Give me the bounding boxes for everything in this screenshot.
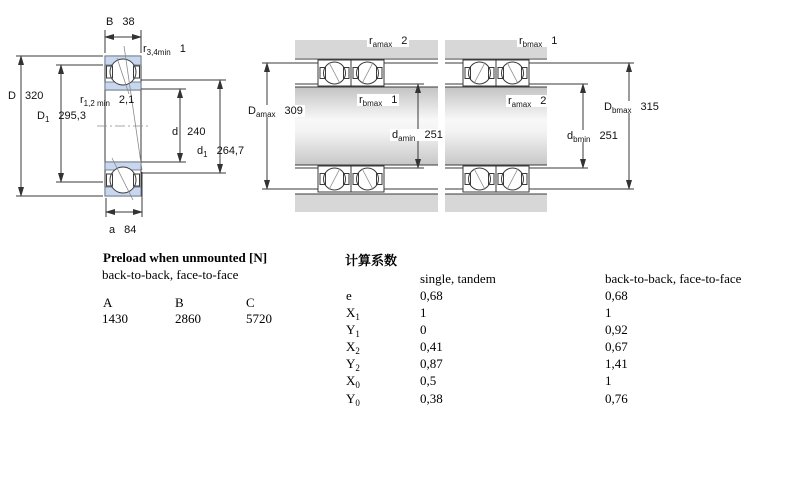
factor-label: $X_2$ — [346, 339, 360, 356]
factor-label: $X_0$ — [346, 373, 360, 390]
factors-col2-header: back-to-back, face-to-face — [605, 271, 742, 286]
factor-single-value: 0,5 — [420, 373, 437, 388]
factor-btb-value: 0,67 — [605, 339, 628, 354]
factor-label: $Y_1$ — [346, 322, 360, 339]
face-to-face-figure — [445, 40, 634, 212]
factor-label: $Y_2$ — [346, 356, 360, 373]
dim-label-r12min: $r_{1,2 min}$ 2,1 — [80, 94, 135, 108]
factor-btb-value: 1,41 — [605, 356, 628, 371]
factor-label: $Y_0$ — [346, 391, 360, 408]
factors-title: 计算系数 — [345, 253, 398, 268]
dim-label-rbmax-ftf: $r_{bmax}$ 1 — [519, 35, 558, 49]
dim-label-damin: $d_{amin}$ 251 — [392, 129, 443, 143]
dim-label-r34min: $r_{3,4min}$ 1 — [143, 43, 186, 57]
factor-label: $X_1$ — [346, 305, 360, 322]
factor-single-value: 0 — [420, 322, 427, 337]
dim-label-ramax-btb: $r_{amax}$ 2 — [369, 35, 408, 49]
factor-single-value: 1 — [420, 305, 427, 320]
factor-single-value: 0,68 — [420, 288, 443, 303]
dim-label-d1: $d_1$ 264,7 — [197, 145, 245, 159]
dim-label-Dbmax: $D_{bmax}$ 315 — [604, 101, 659, 115]
preload-value-C: 5720 — [246, 311, 272, 326]
factor-btb-value: 0,76 — [605, 391, 628, 406]
dim-label-D: D 320 — [8, 90, 44, 102]
factor-single-value: 0,38 — [420, 391, 443, 406]
dim-label-a: a 84 — [109, 224, 137, 236]
dim-label-dbmin: $d_{bmin}$ 251 — [567, 130, 618, 144]
preload-value-B: 2860 — [175, 311, 201, 326]
factor-btb-value: 0,92 — [605, 322, 628, 337]
dim-label-Damax: $D_{amax}$ 309 — [248, 105, 303, 119]
factor-single-value: 0,41 — [420, 339, 443, 354]
preload-title: Preload when unmounted [N] — [103, 250, 268, 265]
factor-label: e — [346, 288, 352, 303]
preload-col-B: B — [175, 295, 184, 310]
factor-single-value: 0,87 — [420, 356, 443, 371]
preload-col-C: C — [246, 295, 255, 310]
dim-label-D1: $D_1$ 295,3 — [37, 110, 86, 124]
dim-label-rbmax-btb: $r_{bmax}$ 1 — [359, 94, 398, 108]
factors-col1-header: single, tandem — [420, 271, 496, 286]
factor-btb-value: 1 — [605, 373, 612, 388]
preload-value-A: 1430 — [102, 311, 128, 326]
dim-label-d: d 240 — [172, 126, 206, 138]
preload-col-A: A — [103, 295, 113, 310]
dim-label-ramax-ftf: $r_{amax}$ 2 — [508, 95, 547, 109]
preload-subtitle: back-to-back, face-to-face — [102, 267, 239, 282]
dim-label-B: B 38 — [106, 16, 135, 28]
factor-btb-value: 1 — [605, 305, 612, 320]
back-to-back-figure — [262, 40, 438, 212]
factor-btb-value: 0,68 — [605, 288, 628, 303]
